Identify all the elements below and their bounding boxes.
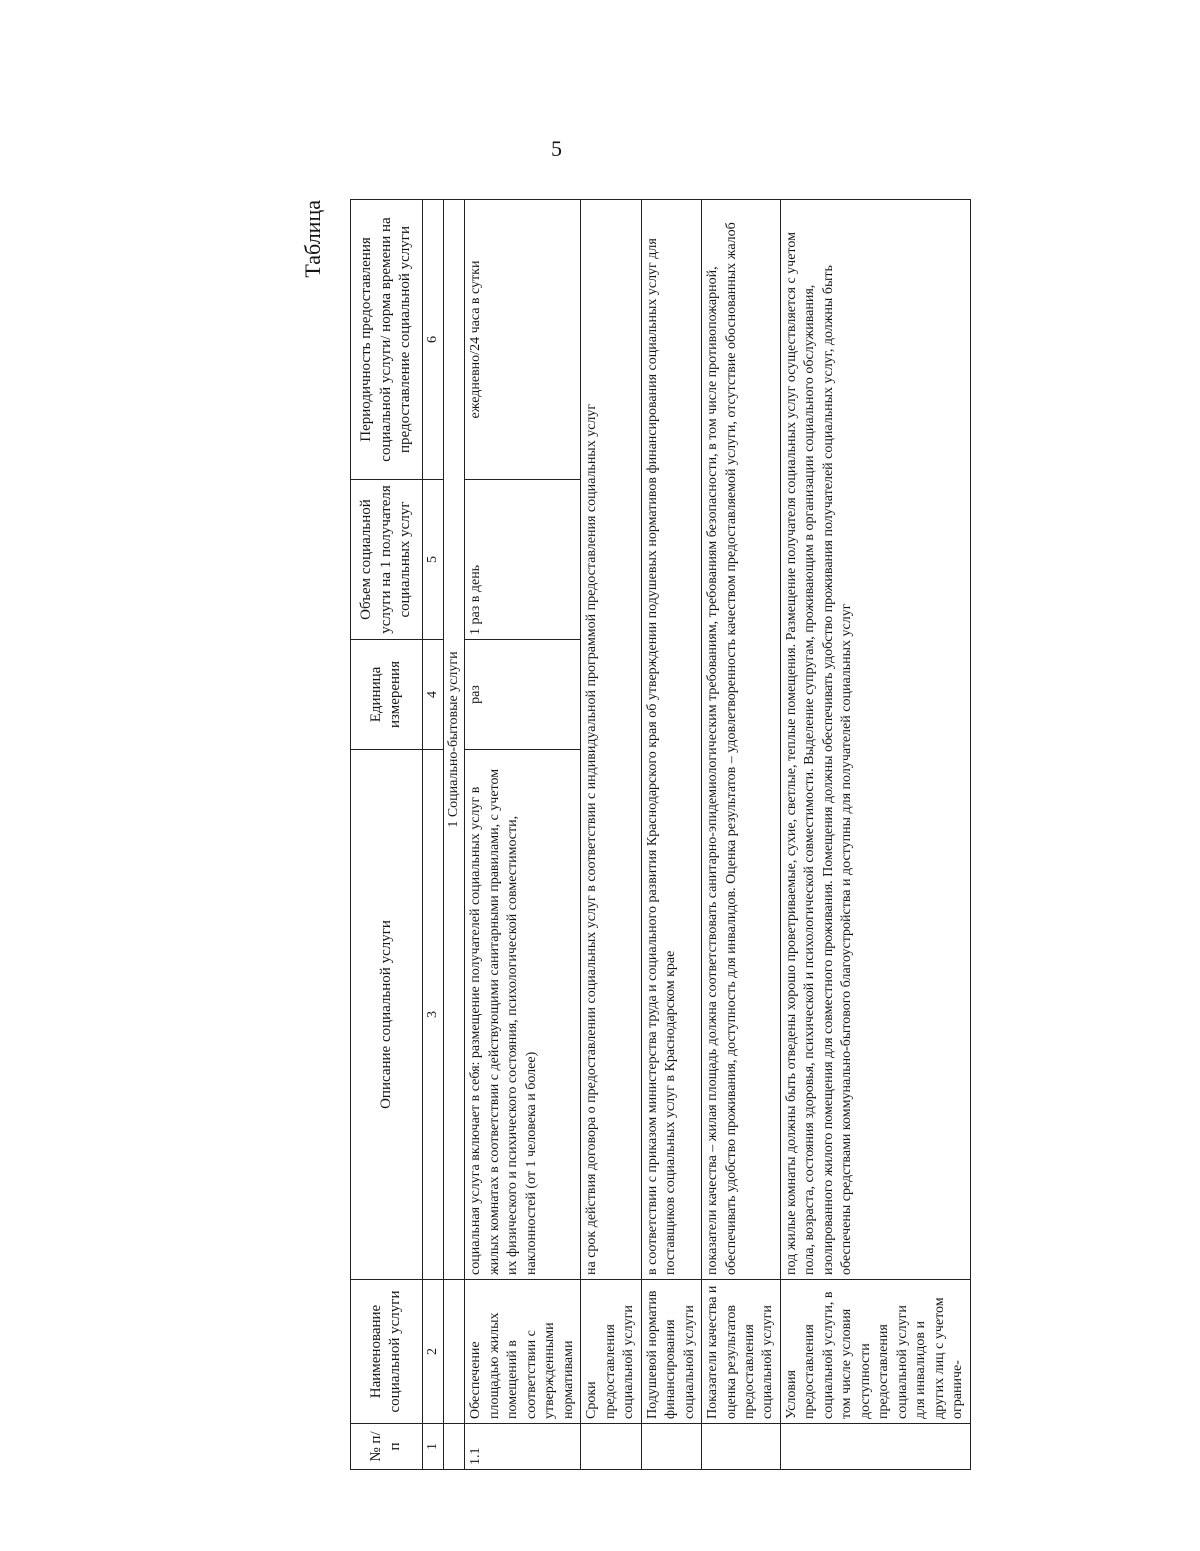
service-unit: раз: [465, 640, 581, 750]
service-volume: 1 раз в день: [465, 480, 581, 640]
detail-spacer: [702, 1424, 781, 1470]
detail-text: в соответствии с приказом министерства труда и социального развития Краснодарского края об утверждении подушевых нормативов финансирования социальных услуг для поставщиков социальных услуг в Краснодарском крае: [641, 200, 701, 1280]
service-row: [465, 200, 581, 1470]
detail-label: Сроки предоставления социальной услуги: [581, 1280, 641, 1424]
detail-row: [780, 200, 970, 1470]
services-table: [350, 199, 971, 1470]
service-name: Обеспечение площадью жилых помещений в соответствии с утвержденными нормативами: [465, 1280, 581, 1424]
detail-row: [702, 200, 781, 1470]
detail-spacer: [641, 1424, 701, 1470]
header-description: Описание социальной услуги: [351, 750, 423, 1280]
detail-text: показатели качества – жилая площадь должна соответствовать санитарно-эпидемиологическим требованиям, требованиям безопасности, в том числе противопожарной, обеспечивать удобство проживания, доступность для инвалидов. Оценка результатов – удовлетворенность качеством предоставляемой услуги, отсутствие обоснованных жалоб: [702, 200, 781, 1280]
detail-spacer: [581, 1424, 641, 1470]
column-number: 6: [422, 200, 443, 480]
detail-text: на срок действия договора о предоставлении социальных услуг в соответствии с индивидуальной программой предоставления социальных услуг: [581, 200, 641, 1280]
detail-label: Подушевой норматив финансирования социальной услуги: [641, 1280, 701, 1424]
service-description: социальная услуга включает в себя: размещение получателей социальных услуг в жилых комнатах в соответствии с действующими санитарными правилами, с учетом их физического и психического состояния, психологической совместимости, наклонностей (от 1 человека и более): [465, 750, 581, 1280]
section-row: [443, 200, 464, 1470]
detail-label: Условия предоставления социальной услуги, в том числе условия доступности предоставления социальной услуги для инвалидов и других лиц с учетом ограниче-: [780, 1280, 970, 1424]
header-row: [351, 200, 423, 1470]
column-number-row: [422, 200, 443, 1470]
service-frequency: ежедневно/24 часа в сутки: [465, 200, 581, 480]
column-number: 2: [422, 1280, 443, 1424]
rotated-table-area: [300, 200, 1050, 1470]
detail-text: под жилые комнаты должны быть отведены хорошо проветриваемые, сухие, светлые, теплые помещения. Размещение получателя социальных услуг осуществляется с учетом пола, возраста, состояния здоровья, психической и психологической совместимости. Выделение супругам, проживающим в организации социального обслуживания, изолированного жилого помещения для совместного проживания. Помещения должны обеспечивать удобство проживания получателей социальных услуг, должны быть обеспечены средствами коммунально-бытового благоустройства и доступны для получателей социальных услуг: [780, 200, 970, 1280]
page-number: 5: [551, 136, 562, 161]
header-unit: Единица измерения: [351, 640, 423, 750]
detail-row: [581, 200, 641, 1470]
header-num: № п/п: [351, 1424, 423, 1470]
column-number: 4: [422, 640, 443, 750]
header-name: Наименование социальной услуги: [351, 1280, 423, 1424]
column-number: 1: [422, 1424, 443, 1470]
header-volume: Объем социальной услуги на 1 получателя социальных услуг: [351, 480, 423, 640]
detail-row: [641, 200, 701, 1470]
section-spacer: [443, 1280, 464, 1424]
service-number: 1.1: [465, 1424, 581, 1470]
section-title: 1 Социально-бытовые услуги: [443, 200, 464, 1280]
section-spacer: [443, 1424, 464, 1470]
column-number: 3: [422, 750, 443, 1280]
column-number: 5: [422, 480, 443, 640]
table-caption: Таблица: [300, 200, 325, 278]
detail-spacer: [780, 1424, 970, 1470]
detail-label: Показатели качества и оценка результатов предоставления социальной услуги: [702, 1280, 781, 1424]
header-frequency: Периодичность предоставления социальной услуги/ норма времени на предоставление социальной услуги: [351, 200, 423, 480]
